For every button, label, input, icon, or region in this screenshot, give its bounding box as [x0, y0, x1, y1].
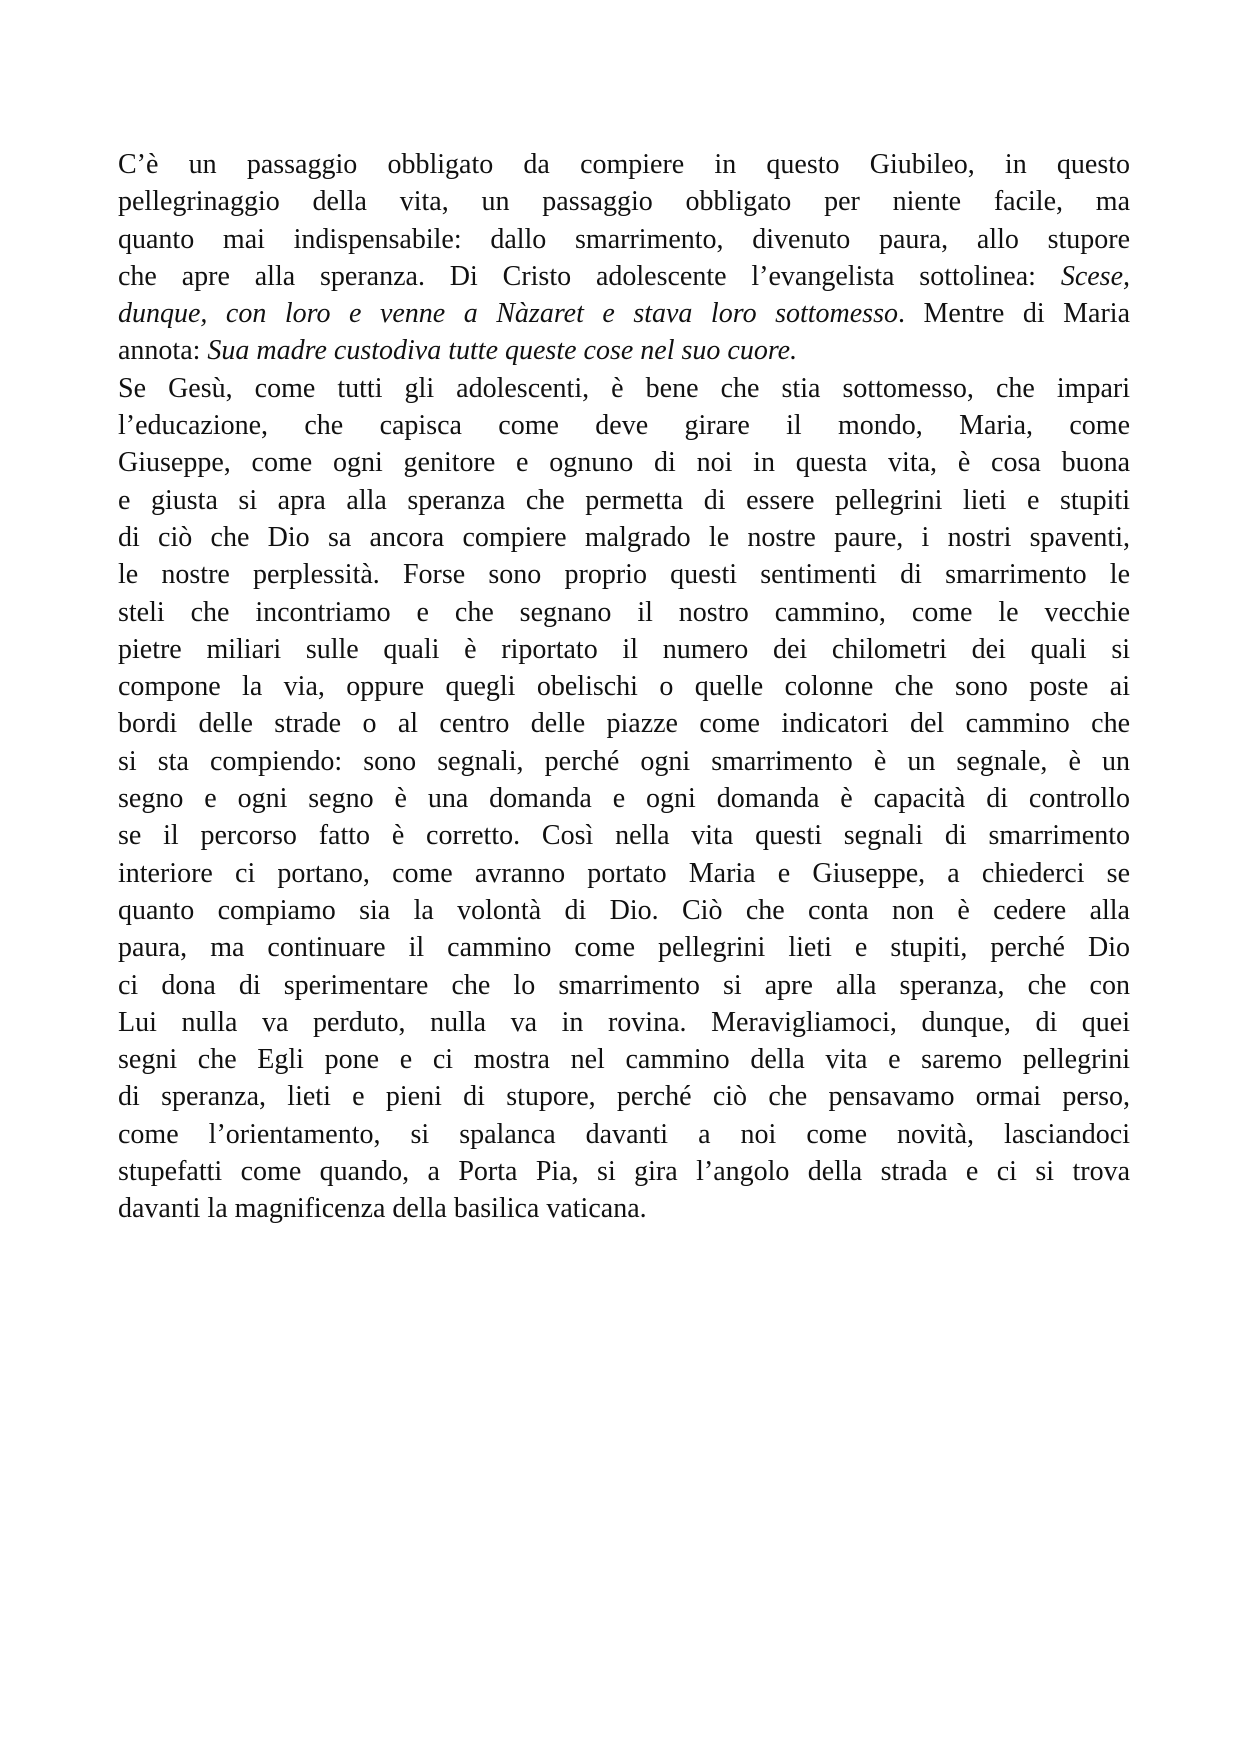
text-line — [118, 1041, 1130, 1078]
text-run: interiore ci portano, come avranno portato Maria e Giuseppe, a chiederci se — [118, 857, 1130, 889]
text-run: Lui nulla va perduto, nulla va in rovina. Meravigliamoci, dunque, di quei — [118, 1006, 1130, 1038]
text-run: ci dona di sperimentare che lo smarrimento si apre alla speranza, che con — [118, 969, 1130, 1001]
text-run: si sta compiendo: sono segnali, perché ogni smarrimento è un segnale, è un — [118, 745, 1130, 777]
text-line — [118, 1190, 1130, 1227]
text-line — [118, 668, 1130, 705]
text-line — [118, 519, 1130, 556]
document-page — [118, 146, 1130, 1228]
text-run: segni che Egli pone e ci mostra nel cammino della vita e saremo pellegrini — [118, 1044, 1130, 1076]
text-run: quanto mai indispensabile: dallo smarrimento, divenuto paura, allo stupore — [118, 223, 1130, 255]
text-line — [118, 258, 1130, 295]
text-run: compone la via, oppure quegli obelischi o quelle colonne che sono poste ai — [118, 671, 1130, 703]
paragraph — [118, 370, 1130, 1228]
text-run: paura, ma continuare il cammino come pellegrini lieti e stupiti, perché Dio — [118, 932, 1130, 964]
text-run: steli che incontriamo e che segnano il nostro cammino, come le vecchie — [118, 596, 1130, 628]
text-run: segno e ogni segno è una domanda e ogni domanda è capacità di controllo — [118, 783, 1130, 815]
text-run: . Mentre di Maria — [897, 298, 1130, 330]
text-run: annota: — [118, 335, 208, 367]
text-line — [118, 743, 1130, 780]
text-line — [118, 817, 1130, 854]
text-run: Se Gesù, come tutti gli adolescenti, è bene che stia sottomesso, che impari — [118, 372, 1130, 404]
text-line — [118, 631, 1130, 668]
text-line — [118, 780, 1130, 817]
text-line — [118, 295, 1130, 332]
text-line — [118, 1153, 1130, 1190]
text-run: se il percorso fatto è corretto. Così nella vita questi segnali di smarrimento — [118, 820, 1130, 852]
text-run: pellegrinaggio della vita, un passaggio obbligato per niente facile, ma — [118, 186, 1130, 218]
text-line — [118, 1004, 1130, 1041]
text-line — [118, 370, 1130, 407]
text-line — [118, 892, 1130, 929]
italic-quote: dunque, con loro e venne a Nàzaret e stava loro sottomesso — [118, 298, 898, 330]
text-line — [118, 407, 1130, 444]
text-run: e giusta si apra alla speranza che permetta di essere pellegrini lieti e stupiti — [118, 484, 1130, 516]
text-line — [118, 967, 1130, 1004]
italic-quote: Sua madre custodiva tutte queste cose nel suo cuore. — [207, 335, 798, 367]
text-line — [118, 146, 1130, 183]
text-run: l’educazione, che capisca come deve girare il mondo, Maria, come — [118, 410, 1130, 442]
text-line — [118, 1078, 1130, 1115]
paragraph — [118, 146, 1130, 370]
text-line — [118, 332, 1130, 369]
text-line — [118, 855, 1130, 892]
italic-quote: Scese, — [1060, 260, 1130, 292]
text-line — [118, 183, 1130, 220]
text-run: C’è un passaggio obbligato da compiere in questo Giubileo, in questo — [118, 149, 1130, 180]
text-line — [118, 221, 1130, 258]
text-line — [118, 929, 1130, 966]
text-run: Giuseppe, come ogni genitore e ognuno di noi in questa vita, è cosa buona — [118, 447, 1130, 479]
text-run: che apre alla speranza. Di Cristo adolescente l’evangelista sottolinea: — [118, 260, 1061, 292]
text-run: bordi delle strade o al centro delle piazze come indicatori del cammino che — [118, 708, 1130, 740]
text-line — [118, 705, 1130, 742]
text-line — [118, 1116, 1130, 1153]
text-run: pietre miliari sulle quali è riportato il numero dei chilometri dei quali si — [118, 633, 1130, 665]
text-run: come l’orientamento, si spalanca davanti a noi come novità, lasciandoci — [118, 1118, 1130, 1150]
text-run: di ciò che Dio sa ancora compiere malgrado le nostre paure, i nostri spaventi, — [118, 521, 1130, 553]
text-run: di speranza, lieti e pieni di stupore, perché ciò che pensavamo ormai perso, — [118, 1081, 1130, 1113]
text-run: le nostre perplessità. Forse sono proprio questi sentimenti di smarrimento le — [118, 559, 1130, 591]
text-line — [118, 556, 1130, 593]
text-line — [118, 594, 1130, 631]
text-run: davanti la magnificenza della basilica vaticana. — [118, 1193, 647, 1225]
text-run: stupefatti come quando, a Porta Pia, si gira l’angolo della strada e ci si trova — [118, 1156, 1130, 1188]
text-line — [118, 482, 1130, 519]
text-line — [118, 444, 1130, 481]
text-run: quanto compiamo sia la volontà di Dio. Ciò che conta non è cedere alla — [118, 894, 1130, 926]
